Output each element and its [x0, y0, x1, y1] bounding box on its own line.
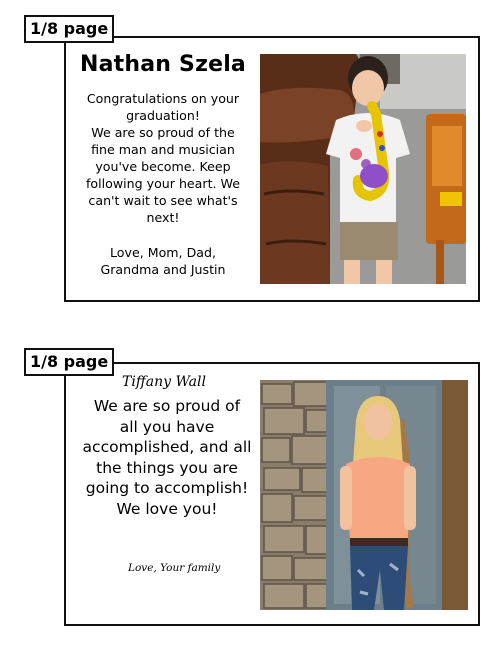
- congratulation-message: Congratulations on your graduation! We are so proud of the fine man and musician you've become. Keep following your heart. We can't wait to see what's next!: [86, 91, 240, 225]
- graduate-childhood-photo: [260, 54, 466, 284]
- signature: Love, Your family: [128, 562, 221, 574]
- size-label-1: 1/8 page: [24, 15, 114, 43]
- congratulation-message: We are so proud of all you have accomplished, and all the things you are going to accomplish! We love you!: [82, 397, 252, 518]
- size-label-2: 1/8 page: [24, 348, 114, 376]
- graduate-senior-photo: [260, 380, 468, 610]
- ad-card-tiffany: [64, 362, 480, 626]
- ad-card-nathan: [64, 36, 480, 302]
- signature: Love, Mom, Dad, Grandma and Justin: [100, 245, 226, 277]
- graduate-name: Tiffany Wall: [122, 374, 206, 390]
- graduate-name: Nathan Szela: [80, 52, 246, 77]
